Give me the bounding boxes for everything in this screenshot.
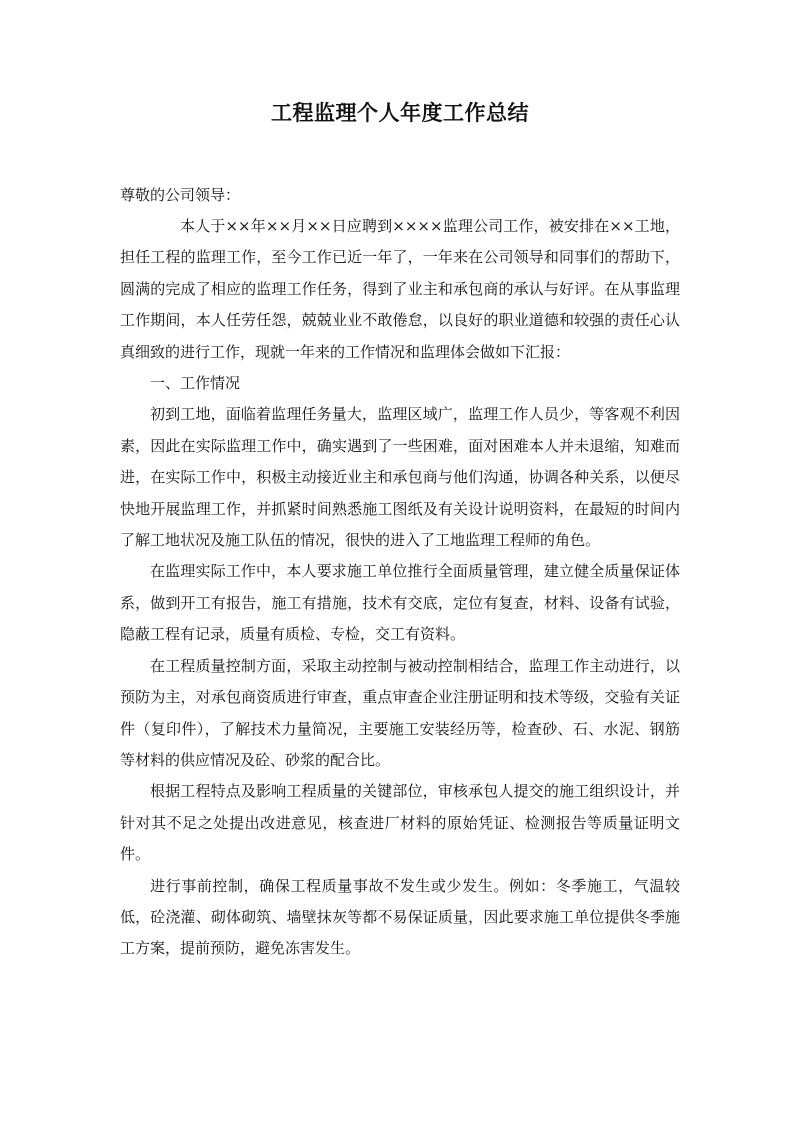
body-paragraph-5: 进行事前控制，确保工程质量事故不发生或少发生。例如：冬季施工，气温较低，砼浇灌、砌体砌筑、墙壁抹灰等都不易保证质量，因此要求施工单位提供冬季施工方案，提前预防，避免冻害发生。 <box>120 876 680 958</box>
section-heading-work-situation: 一、工作情况 <box>150 374 241 393</box>
body-paragraph-4: 根据工程特点及影响工程质量的关键部位，审核承包人提交的施工组织设计，并针对其不足之处提出改进意见，核查进厂材料的原始凭证、检测报告等质量证明文件。 <box>120 782 680 864</box>
body-paragraph-1: 初到工地，面临着监理任务量大，监理区域广，监理工作人员少，等客观不利因素，因此在实际监理工作中，确实遇到了一些困难，面对困难本人并未退缩，知难而进，在实际工作中，积极主动接近业主和承包商与他们沟通，协调各种关系，以便尽快地开展监理工作，并抓紧时间熟悉施工图纸及有关设计说明资料，在最短的时间内了解工地状况及施工队伍的情况，很快的进入了工地监理工程师的角色。 <box>120 405 680 550</box>
document-title: 工程监理个人年度工作总结 <box>271 100 529 125</box>
document-page <box>120 98 680 965</box>
body-paragraph-3: 在工程质量控制方面，采取主动控制与被动控制相结合，监理工作主动进行，以预防为主，对承包商资质进行审查，重点审查企业注册证明和技术等级，交验有关证件（复印件），了解技术力量简况，主要施工安装经历等，检查砂、石、水泥、钢筋等材料的供应情况及砼、砂浆的配合比。 <box>120 656 680 769</box>
body-paragraph-2: 在监理实际工作中，本人要求施工单位推行全面质量管理，建立健全质量保证体系，做到开工有报告，施工有措施，技术有交底，定位有复查，材料、设备有试验，隐蔽工程有记录，质量有质检、专检，交工有资料。 <box>120 562 680 644</box>
intro-paragraph: 本人于××年××月××日应聘到××××监理公司工作，被安排在××工地，担任工程的监理工作，至今工作已近一年了，一年来在公司领导和同事们的帮助下，圆满的完成了相应的监理工作任务，得到了业主和承包商的承认与好评。在从事监理工作期间，本人任劳任怨，兢兢业业不敢倦怠，以良好的职业道德和较强的责任心认真细致的进行工作，现就一年来的工作情况和监理体会做如下汇报： <box>120 217 680 361</box>
salutation: 尊敬的公司领导： <box>120 186 241 204</box>
